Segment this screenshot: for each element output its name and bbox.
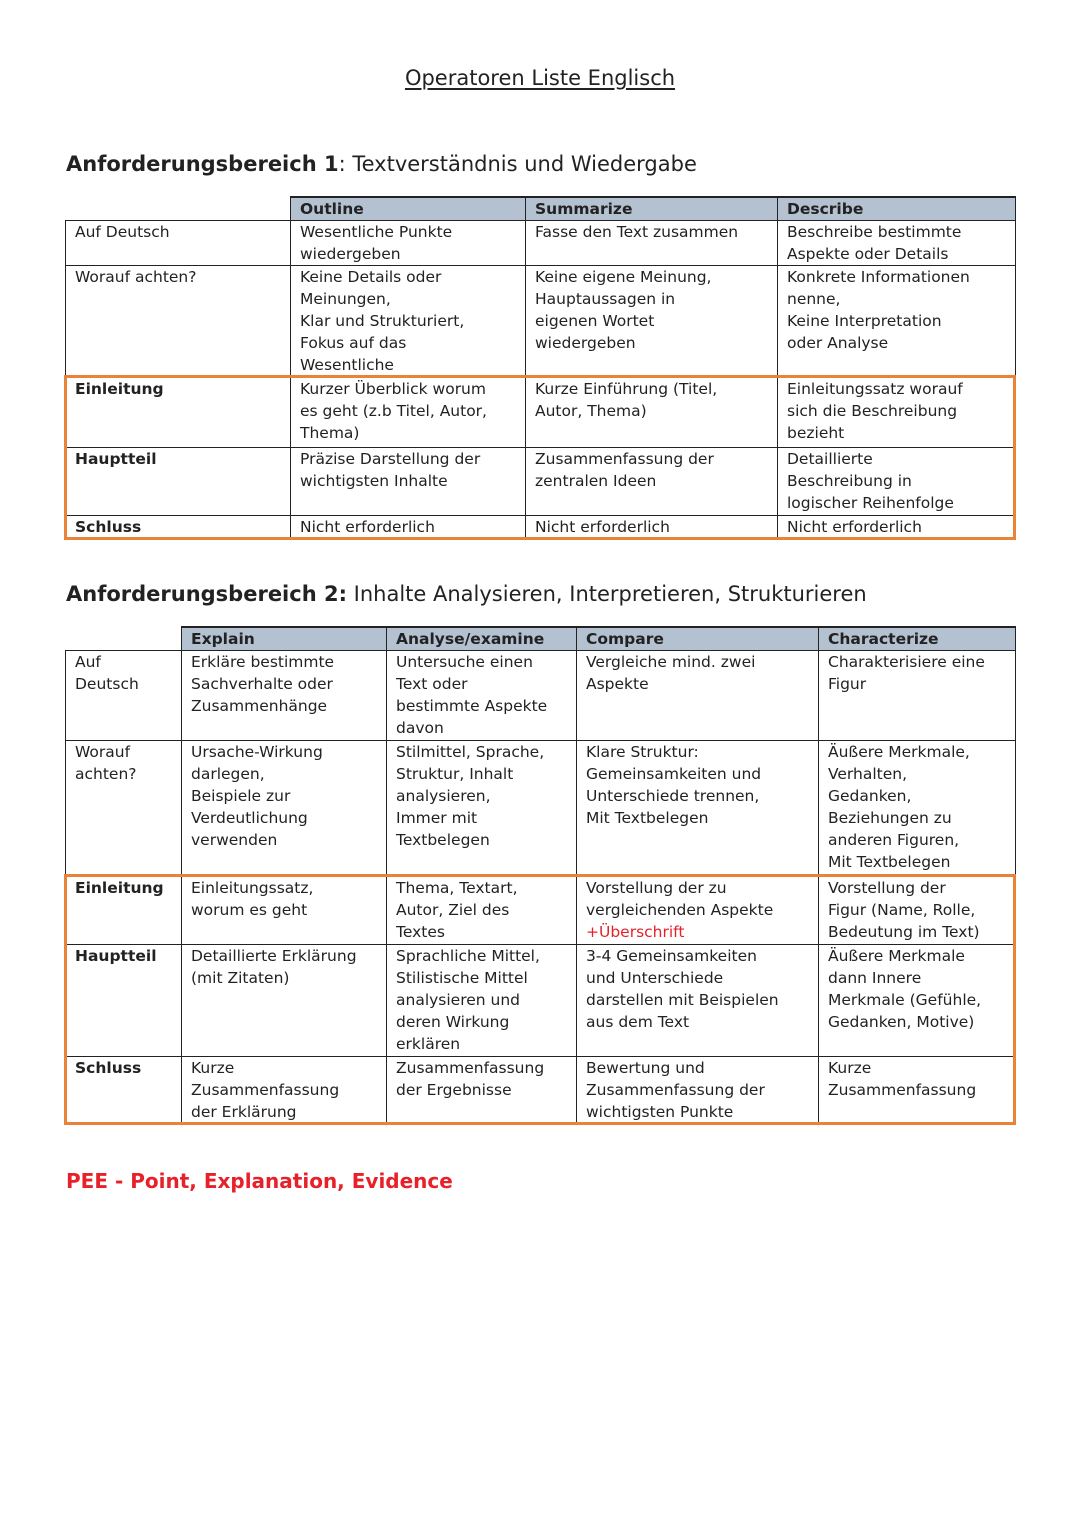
- cell-text: Nicht erforderlich: [535, 518, 670, 536]
- table-row: [66, 1057, 1016, 1125]
- operators-table-2: [65, 626, 1016, 1125]
- cell-text: Untersuche einen Text oder bestimmte Aspekte davon: [396, 653, 548, 737]
- table-cell: [182, 945, 387, 1057]
- table-cell: [387, 741, 577, 877]
- table-cell: [778, 448, 1016, 516]
- cell-text: Konkrete Informationen nenne, Keine Interpretation oder Analyse: [787, 268, 970, 352]
- cell-text: Zusammenfassung der Ergebnisse: [396, 1059, 545, 1099]
- table-cell: [819, 1057, 1016, 1125]
- table-row: [66, 378, 1016, 448]
- section-heading-2: [66, 582, 867, 606]
- cell-text: Keine Details oder Meinungen, Klar und Strukturiert, Fokus auf das Wesentliche: [300, 268, 465, 374]
- table-cell: [182, 651, 387, 741]
- table-cell: [387, 651, 577, 741]
- cell-text: Vorstellung der zu vergleichenden Aspekte: [586, 879, 774, 919]
- cell-text: Vorstellung der Figur (Name, Rolle, Bedeutung im Text): [828, 879, 980, 941]
- table-row: [66, 221, 1016, 266]
- cell-text: Einleitungssatz, worum es geht: [191, 879, 314, 919]
- section-subtitle: Inhalte Analysieren, Interpretieren, Strukturieren: [346, 582, 867, 606]
- empty-corner: [66, 627, 182, 651]
- cell-text: Kurze Einführung (Titel, Autor, Thema): [535, 380, 718, 420]
- table-cell: [182, 741, 387, 877]
- cell-text: Thema, Textart, Autor, Ziel des Textes: [396, 879, 518, 941]
- cell-text: 3-4 Gemeinsamkeiten und Unterschiede darstellen mit Beispielen aus dem Text: [586, 947, 779, 1031]
- table-cell: [526, 516, 778, 540]
- row-label: Hauptteil: [66, 448, 291, 516]
- cell-text: Sprachliche Mittel, Stilistische Mittel analysieren und deren Wirkung erklären: [396, 947, 540, 1053]
- column-header: Explain: [182, 627, 387, 651]
- cell-text: Klare Struktur: Gemeinsamkeiten und Unterschiede trennen, Mit Textbelegen: [586, 743, 762, 827]
- cell-text: Fasse den Text zusammen: [535, 223, 739, 241]
- cell-text: Bewertung und Zusammenfassung der wichtigsten Punkte: [586, 1059, 765, 1121]
- heading-note: +Überschrift: [586, 923, 685, 941]
- header-row: [66, 197, 1016, 221]
- table-cell: [819, 945, 1016, 1057]
- operators-table-1: [65, 196, 1016, 540]
- cell-text: Beschreibe bestimmte Aspekte oder Details: [787, 223, 962, 263]
- table-cell: [291, 221, 526, 266]
- table-cell: [526, 448, 778, 516]
- cell-text: Äußere Merkmale dann Innere Merkmale (Gefühle, Gedanken, Motive): [828, 947, 982, 1031]
- table-cell: [778, 266, 1016, 378]
- table-cell: [819, 651, 1016, 741]
- table-cell: [577, 877, 819, 945]
- pee-note: PEE - Point, Explanation, Evidence: [66, 1169, 453, 1193]
- table-row: [66, 741, 1016, 877]
- table-row: [66, 945, 1016, 1057]
- table-cell: [387, 1057, 577, 1125]
- cell-text: Stilmittel, Sprache, Struktur, Inhalt analysieren, Immer mit Textbelegen: [396, 743, 545, 849]
- column-header: Compare: [577, 627, 819, 651]
- table-row: [66, 877, 1016, 945]
- table-cell: [291, 378, 526, 448]
- table-cell: [526, 266, 778, 378]
- table-row: [66, 516, 1016, 540]
- row-label: Schluss: [66, 1057, 182, 1125]
- cell-text: Kurze Zusammenfassung: [828, 1059, 977, 1099]
- cell-text: Detaillierte Erklärung (mit Zitaten): [191, 947, 357, 987]
- row-label: Schluss: [66, 516, 291, 540]
- table-cell: [577, 1057, 819, 1125]
- row-label: Einleitung: [66, 378, 291, 448]
- table-row: [66, 651, 1016, 741]
- column-header: Outline: [291, 197, 526, 221]
- cell-text: Nicht erforderlich: [787, 518, 922, 536]
- cell-text: Einleitungssatz worauf sich die Beschreibung bezieht: [787, 380, 963, 442]
- cell-text: Keine eigene Meinung, Hauptaussagen in eigenen Wortet wiedergeben: [535, 268, 712, 352]
- table-cell: [778, 516, 1016, 540]
- column-header: Describe: [778, 197, 1016, 221]
- row-label: Worauf achten?: [66, 266, 291, 378]
- table-cell: [526, 221, 778, 266]
- table-cell: [819, 741, 1016, 877]
- row-label: Worauf achten?: [66, 741, 182, 877]
- table-cell: [182, 877, 387, 945]
- table-cell: [387, 877, 577, 945]
- section-label: Anforderungsbereich 2:: [66, 582, 347, 606]
- table-row: [66, 448, 1016, 516]
- cell-text: Ursache-Wirkung darlegen, Beispiele zur Verdeutlichung verwenden: [191, 743, 323, 849]
- row-label: Einleitung: [66, 877, 182, 945]
- cell-text: Präzise Darstellung der wichtigsten Inhalte: [300, 450, 481, 490]
- table-cell: [577, 945, 819, 1057]
- section-label: Anforderungsbereich 1: [66, 152, 339, 176]
- cell-text: Nicht erforderlich: [300, 518, 435, 536]
- section-subtitle: : Textverständnis und Wiedergabe: [338, 152, 697, 176]
- cell-text: Vergleiche mind. zwei Aspekte: [586, 653, 756, 693]
- column-header: Summarize: [526, 197, 778, 221]
- cell-text: Erkläre bestimmte Sachverhalte oder Zusammenhänge: [191, 653, 335, 715]
- table-cell: [291, 448, 526, 516]
- table-row: [66, 266, 1016, 378]
- cell-text: Kurzer Überblick worum es geht (z.b Titel, Autor, Thema): [300, 380, 487, 442]
- column-header: Analyse/examine: [387, 627, 577, 651]
- table-cell: [387, 945, 577, 1057]
- cell-text: Detaillierte Beschreibung in logischer Reihenfolge: [787, 450, 954, 512]
- table-cell: [577, 651, 819, 741]
- cell-text: Kurze Zusammenfassung der Erklärung: [191, 1059, 340, 1121]
- table-cell: [291, 516, 526, 540]
- table-cell: [182, 1057, 387, 1125]
- table-cell: [577, 741, 819, 877]
- cell-text: Zusammenfassung der zentralen Ideen: [535, 450, 714, 490]
- section-heading-1: [66, 152, 697, 176]
- row-label: Auf Deutsch: [66, 221, 291, 266]
- row-label: Auf Deutsch: [66, 651, 182, 741]
- table-cell: [778, 378, 1016, 448]
- cell-text: Charakterisiere eine Figur: [828, 653, 985, 693]
- empty-corner: [66, 197, 291, 221]
- table-cell: [819, 877, 1016, 945]
- cell-text: Wesentliche Punkte wiedergeben: [300, 223, 453, 263]
- row-label: Hauptteil: [66, 945, 182, 1057]
- cell-text: Äußere Merkmale, Verhalten, Gedanken, Beziehungen zu anderen Figuren, Mit Textbelegen: [828, 743, 970, 871]
- table-cell: [526, 378, 778, 448]
- table-cell: [778, 221, 1016, 266]
- table-cell: [291, 266, 526, 378]
- page-title: Operatoren Liste Englisch: [404, 66, 676, 90]
- column-header: Characterize: [819, 627, 1016, 651]
- header-row: [66, 627, 1016, 651]
